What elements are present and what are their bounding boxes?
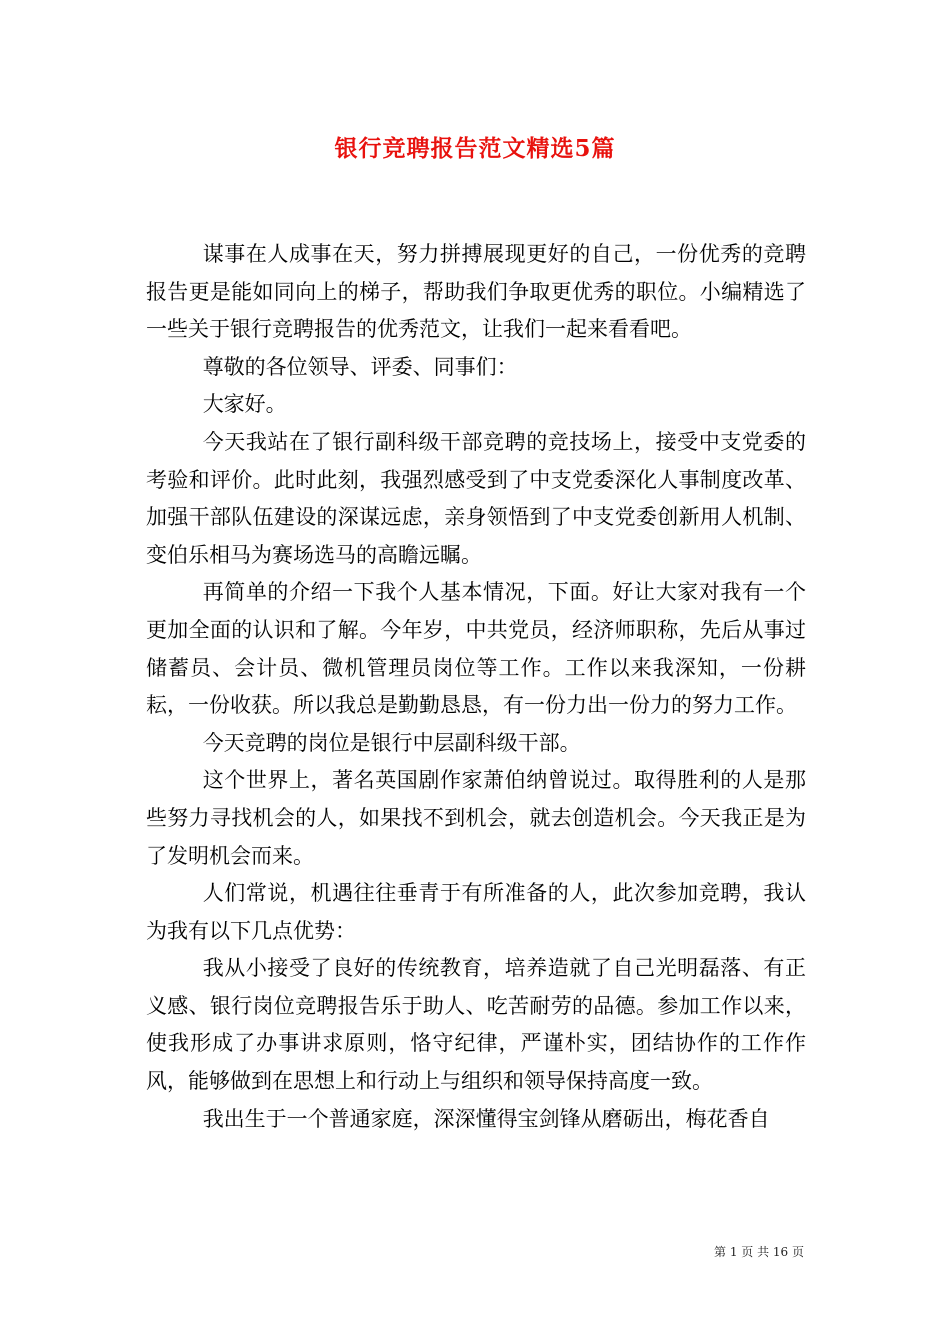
paragraph: 今天我站在了银行副科级干部竞聘的竞技场上，接受中支党委的考验和评价。此时此刻，我强烈感受到了中支党委深化人事制度改革、加强干部队伍建设的深谋远虑，亲身领悟到了中支党委创新用人机制、变伯乐相马为赛场选马的高瞻远瞩。 [146, 429, 806, 567]
paragraph: 我出生于一个普通家庭，深深懂得宝剑锋从磨砺出，梅花香自 [202, 1106, 770, 1131]
paragraph: 再简单的介绍一下我个人基本情况，下面。好让大家对我有一个更加全面的认识和了解。今年岁，中共党员，经济师职称，先后从事过储蓄员、会计员、微机管理员岗位等工作。工作以来我深知，一份耕耘，一份收获。所以我总是勤勤恳恳，有一份力出一份力的努力工作。 [146, 580, 806, 718]
paragraph: 我从小接受了良好的传统教育，培养造就了自己光明磊落、有正义感、银行岗位竞聘报告乐于助人、吃苦耐劳的品德。参加工作以来，使我形成了办事讲求原则，恪守纪律，严谨朴实，团结协作的工作作风，能够做到在思想上和行动上与组织和领导保持高度一致。 [146, 956, 806, 1094]
paragraph: 这个世界上，著名英国剧作家萧伯纳曾说过。取得胜利的人是那些努力寻找机会的人，如果找不到机会，就去创造机会。今天我正是为了发明机会而来。 [146, 768, 806, 868]
paragraph: 今天竞聘的岗位是银行中层副科级干部。 [202, 730, 581, 755]
document-body [146, 236, 806, 1138]
paragraph: 尊敬的各位领导、评委、同事们： [202, 354, 518, 379]
page-number-footer: 第 1 页 共 16 页 [714, 1245, 804, 1259]
paragraph: 大家好。 [202, 392, 287, 417]
paragraph: 谋事在人成事在天，努力拼搏展现更好的自己，一份优秀的竞聘报告更是能如同向上的梯子，帮助我们争取更优秀的职位。小编精选了一些关于银行竞聘报告的优秀范文，让我们一起来看看吧。 [146, 242, 806, 342]
document-title: 银行竞聘报告范文精选5篇 [334, 135, 616, 162]
paragraph: 人们常说，机遇往往垂青于有所准备的人，此次参加竞聘，我认为我有以下几点优势： [146, 881, 806, 943]
